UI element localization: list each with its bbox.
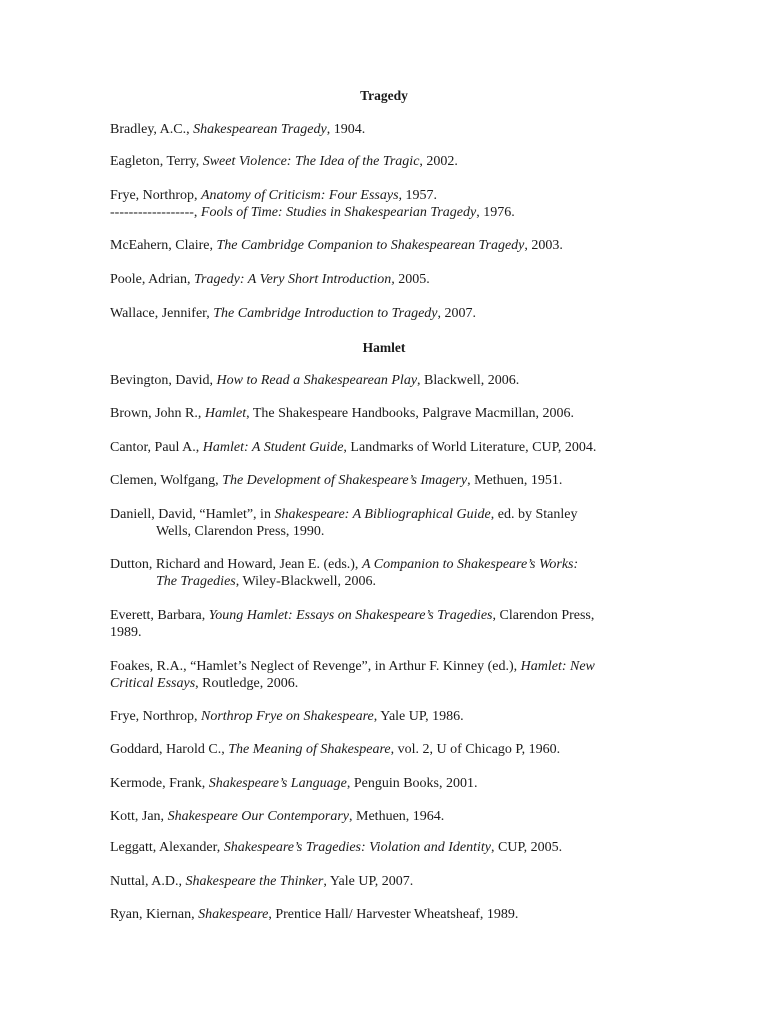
bibliography-entry xyxy=(110,271,670,288)
entry-author: Kott, Jan, xyxy=(110,809,168,824)
bibliography-entry xyxy=(110,121,670,138)
entry-title: The Meaning of Shakespeare xyxy=(228,742,391,757)
entry-line xyxy=(110,472,670,489)
entry-line xyxy=(110,556,670,573)
entry-details: , Penguin Books, 2001. xyxy=(346,776,478,791)
entry-title: The Development of Shakespeare’s Imagery xyxy=(222,473,468,488)
entry-line xyxy=(110,271,670,288)
bibliography-entry xyxy=(110,305,670,322)
entry-author: ------------------, xyxy=(110,205,201,220)
bibliography-entry xyxy=(110,556,670,590)
entry-line xyxy=(110,506,670,523)
entry-title: Anatomy of Criticism: Four Essays, xyxy=(201,188,403,203)
entry-line xyxy=(110,187,670,204)
entry-details: , Prentice Hall/ Harvester Wheatsheaf, 1989. xyxy=(268,907,519,922)
entry-details: , Routledge, 2006. xyxy=(195,676,299,691)
entry-line xyxy=(110,405,670,422)
entry-line xyxy=(110,237,670,254)
entry-line xyxy=(110,204,670,221)
entry-title: Northrop Frye on Shakespeare xyxy=(201,709,374,724)
entry-title: Shakespearean Tragedy xyxy=(193,122,327,137)
entry-author: Everett, Barbara, xyxy=(110,608,209,623)
entry-line xyxy=(110,624,670,641)
entry-author: Poole, Adrian, xyxy=(110,272,194,287)
entry-author: Frye, Northrop, xyxy=(110,188,201,203)
entry-title: How to Read a Shakespearean Play xyxy=(216,373,418,388)
entry-details: , 2002. xyxy=(419,154,458,169)
entry-author: Ryan, Kiernan, xyxy=(110,907,199,922)
entry-line xyxy=(110,906,670,923)
entry-line xyxy=(110,573,670,590)
entry-title: Shakespeare’s Language xyxy=(208,776,347,791)
entry-author: 1989. xyxy=(110,625,142,640)
bibliography-entry xyxy=(110,472,670,489)
entry-author: Cantor, Paul A., xyxy=(110,440,203,455)
entry-title: Sweet Violence: The Idea of the Tragic xyxy=(202,154,420,169)
entry-details: , Yale UP, 1986. xyxy=(373,709,464,724)
entry-line xyxy=(110,658,670,675)
bibliography-entry xyxy=(110,708,670,725)
entry-details: , Landmarks of World Literature, CUP, 2004. xyxy=(343,440,597,455)
entry-title: Tragedy: A Very Short Introduction, xyxy=(194,272,395,287)
entry-details: , The Shakespeare Handbooks, Palgrave Macmillan, 2006. xyxy=(246,406,575,421)
entry-author: Leggatt, Alexander, xyxy=(110,840,224,855)
bibliography-entry xyxy=(110,439,670,456)
entry-author: Clemen, Wolfgang, xyxy=(110,473,223,488)
entry-author: Bevington, David, xyxy=(110,373,217,388)
entry-line xyxy=(110,808,670,825)
section-heading-hamlet: Hamlet xyxy=(362,340,406,355)
bibliography-entry xyxy=(110,372,670,389)
entry-title: Shakespeare: A Bibliographical Guide xyxy=(274,507,491,522)
entry-details: , 2007. xyxy=(437,306,477,321)
entry-line xyxy=(110,439,670,456)
entry-title: The Tragedies xyxy=(156,574,236,589)
bibliography-entry xyxy=(110,906,670,923)
entry-title: The Cambridge Introduction to Tragedy xyxy=(213,306,438,321)
entry-author: Eagleton, Terry, xyxy=(110,154,203,169)
entry-author: Goddard, Harold C., xyxy=(110,742,229,757)
entry-title: Shakespeare Our Contemporary xyxy=(167,809,350,824)
entry-title: A Companion to Shakespeare’s Works: xyxy=(361,557,579,572)
entry-title: Fools of Time: Studies in Shakespearian Tragedy xyxy=(200,205,477,220)
bibliography-entry xyxy=(110,153,670,170)
entry-title: Hamlet xyxy=(204,406,247,421)
entry-author: McEahern, Claire, xyxy=(110,238,217,253)
entry-line xyxy=(110,775,670,792)
bibliography-entry xyxy=(110,237,670,254)
entry-line xyxy=(110,305,670,322)
entry-title: The Cambridge Companion to Shakespearean Tragedy xyxy=(216,238,525,253)
entry-author: Wallace, Jennifer, xyxy=(110,306,214,321)
entry-author: Dutton, Richard and Howard, Jean E. (eds.), xyxy=(110,557,362,572)
entry-title: Hamlet: A Student Guide xyxy=(202,440,344,455)
entry-title: Hamlet: New xyxy=(520,659,595,674)
bibliography-entry xyxy=(110,506,670,540)
entry-line xyxy=(110,153,670,170)
entry-title: Critical Essays xyxy=(110,676,196,691)
entry-line xyxy=(110,675,670,692)
section-heading-tragedy: Tragedy xyxy=(360,88,408,103)
entry-line xyxy=(110,741,670,758)
entry-line xyxy=(110,523,670,540)
entry-author: Bradley, A.C., xyxy=(110,122,194,137)
entry-author: Frye, Northrop, xyxy=(110,709,201,724)
bibliography-entry xyxy=(110,405,670,422)
entry-details: 1957. xyxy=(402,188,438,203)
bibliography-entry xyxy=(110,741,670,758)
entry-details: , vol. 2, U of Chicago P, 1960. xyxy=(390,742,561,757)
entry-details: , 1976. xyxy=(476,205,515,220)
entry-details: , 2003. xyxy=(524,238,563,253)
bibliography-entry xyxy=(110,187,670,221)
entry-title: Shakespeare’s Tragedies: Violation and Identity xyxy=(223,840,491,855)
entry-author: Nuttal, A.D., xyxy=(110,874,186,889)
entry-details: , Yale UP, 2007. xyxy=(323,874,414,889)
bibliography-entry xyxy=(110,839,670,856)
entry-details: , Methuen, 1951. xyxy=(467,473,563,488)
entry-details: , ed. by Stanley xyxy=(490,507,578,522)
entry-details: , Methuen, 1964. xyxy=(349,809,445,824)
entry-details: 2005. xyxy=(394,272,430,287)
entry-title: Shakespeare the Thinker xyxy=(185,874,324,889)
entry-line xyxy=(110,372,670,389)
bibliography-entry xyxy=(110,873,670,890)
entry-author: Brown, John R., xyxy=(110,406,205,421)
entry-line xyxy=(110,873,670,890)
bibliography-entry xyxy=(110,775,670,792)
entry-details: , CUP, 2005. xyxy=(491,840,563,855)
entry-title: Young Hamlet: Essays on Shakespeare’s Tragedies xyxy=(208,608,493,623)
entry-author: Wells, Clarendon Press, 1990. xyxy=(156,524,325,539)
entry-author: Daniell, David, “Hamlet”, in xyxy=(110,507,275,522)
bibliography-entry xyxy=(110,607,670,641)
entry-details: , 1904. xyxy=(326,122,366,137)
entry-author: Kermode, Frank, xyxy=(110,776,209,791)
entry-line xyxy=(110,121,670,138)
entry-author: Foakes, R.A., “Hamlet’s Neglect of Revenge”, in Arthur F. Kinney (ed.), xyxy=(110,659,521,674)
entry-title: Shakespeare xyxy=(198,907,269,922)
entry-line xyxy=(110,607,670,624)
entry-details: , Clarendon Press, xyxy=(492,608,595,623)
entry-details: , Blackwell, 2006. xyxy=(417,373,520,388)
entry-line xyxy=(110,708,670,725)
entry-details: , Wiley-Blackwell, 2006. xyxy=(235,574,377,589)
bibliography-entry xyxy=(110,808,670,825)
entry-line xyxy=(110,839,670,856)
bibliography-entry xyxy=(110,658,670,692)
